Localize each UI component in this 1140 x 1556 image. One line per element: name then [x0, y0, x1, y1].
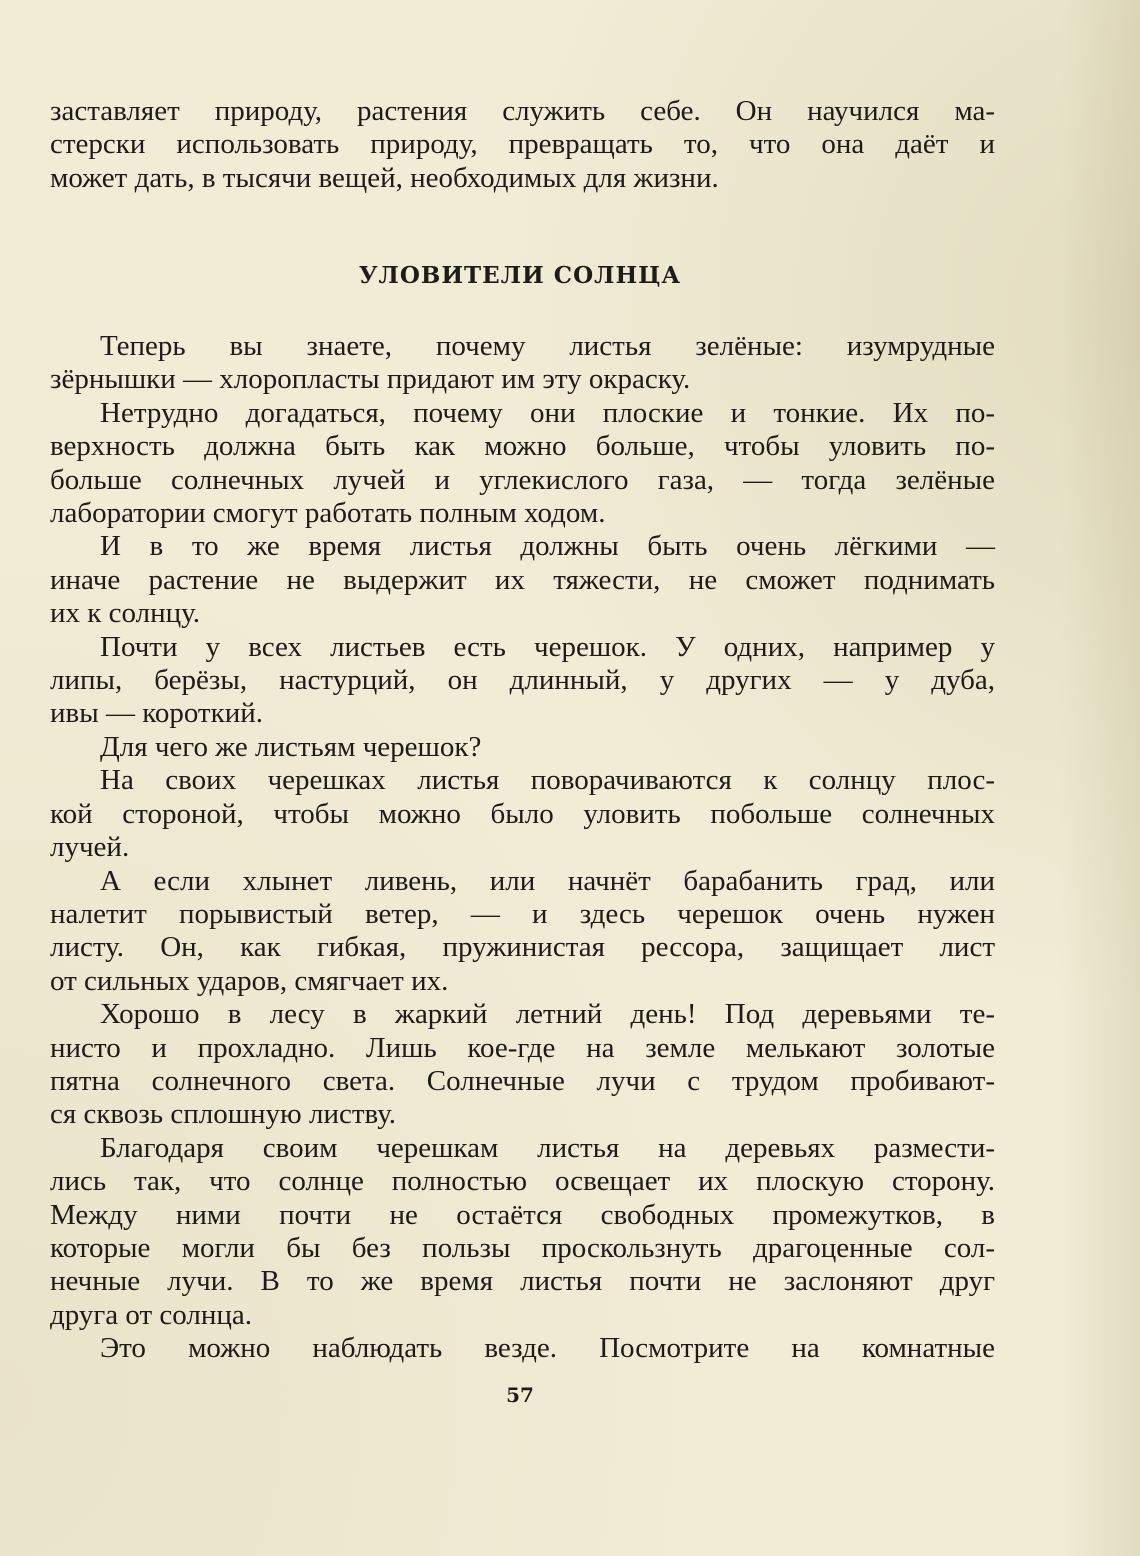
text-line: может дать, в тысячи вещей, необходимых для жизни. — [50, 161, 719, 194]
body-text — [50, 330, 995, 1366]
text-line: нисто и прохладно. Лишь кое-где на земле мелькают золотые — [50, 1031, 995, 1064]
text-line: Почти у всех листьев есть черешок. У одних, например у — [100, 630, 995, 663]
text-line: стерски использовать природу, превращать то, что она даёт и — [50, 128, 995, 161]
text-line: заставляет природу, растения служить себе. Он научился ма- — [50, 95, 995, 127]
text-line: больше солнечных лучей и углекислого газа, — тогда зелёные — [50, 463, 995, 496]
text-line: налетит порывистый ветер, — и здесь черешок очень нужен — [50, 897, 995, 930]
text-line: от сильных ударов, смягчает их. — [50, 964, 449, 997]
text-line: верхность должна быть как можно больше, чтобы уловить по- — [50, 430, 995, 463]
text-line: лучей. — [50, 831, 130, 864]
text-line: И в то же время листья должны быть очень лёгкими — — [100, 530, 995, 563]
text-line: Это можно наблюдать везде. Посмотрите на комнатные — [100, 1332, 995, 1365]
text-line: Между ними почти не остаётся свободных промежутков, в — [50, 1198, 995, 1231]
text-line: лаборатории смогут работать полным ходом. — [50, 497, 606, 530]
text-line: липы, берёзы, настурций, он длинный, у других — у дуба, — [50, 664, 995, 697]
text-line: ся сквозь сплошную листву. — [50, 1098, 397, 1131]
text-line: листу. Он, как гибкая, пружинистая рессора, защищает лист — [50, 931, 995, 964]
text-line: Хорошо в лесу в жаркий летний день! Под деревьями те- — [100, 998, 995, 1031]
text-line: зёрнышки — хлоропласты придают им эту окраску. — [50, 363, 691, 396]
text-line: Благодаря своим черешкам листья на деревьях размести- — [100, 1131, 995, 1164]
text-line: А если хлынет ливень, или начнёт барабанить град, или — [100, 864, 995, 897]
text-line: ивы — короткий. — [50, 697, 263, 730]
text-line: Теперь вы знаете, почему листья зелёные: изумрудные — [100, 330, 995, 362]
text-line: пятна солнечного света. Солнечные лучи с трудом пробивают- — [50, 1064, 995, 1097]
text-line: лись так, что солнце полностью освещает их плоскую сторону. — [50, 1165, 995, 1198]
text-line: их к солнцу. — [50, 597, 200, 630]
top-paragraph — [50, 95, 995, 195]
section-heading: УЛОВИТЕЛИ СОЛНЦА — [358, 262, 682, 289]
text-line: иначе растение не выдержит их тяжести, не сможет поднимать — [50, 563, 995, 596]
text-line: нечные лучи. В то же время листья почти не заслоняют друг — [50, 1265, 995, 1298]
page-edge-shadow — [1060, 0, 1140, 1556]
text-line: Нетрудно догадаться, почему они плоские и тонкие. Их по- — [100, 396, 995, 429]
text-line: друга от солнца. — [50, 1298, 253, 1331]
text-line: которые могли бы без пользы проскользнуть драгоценные сол- — [50, 1231, 995, 1264]
text-line: Для чего же листьям черешок? — [100, 730, 482, 763]
text-line: На своих черешках листья поворачиваются к солнцу плос- — [100, 764, 995, 797]
text-line: кой стороной, чтобы можно было уловить побольше солнечных — [50, 797, 995, 830]
page-number: 57 — [506, 1383, 534, 1407]
